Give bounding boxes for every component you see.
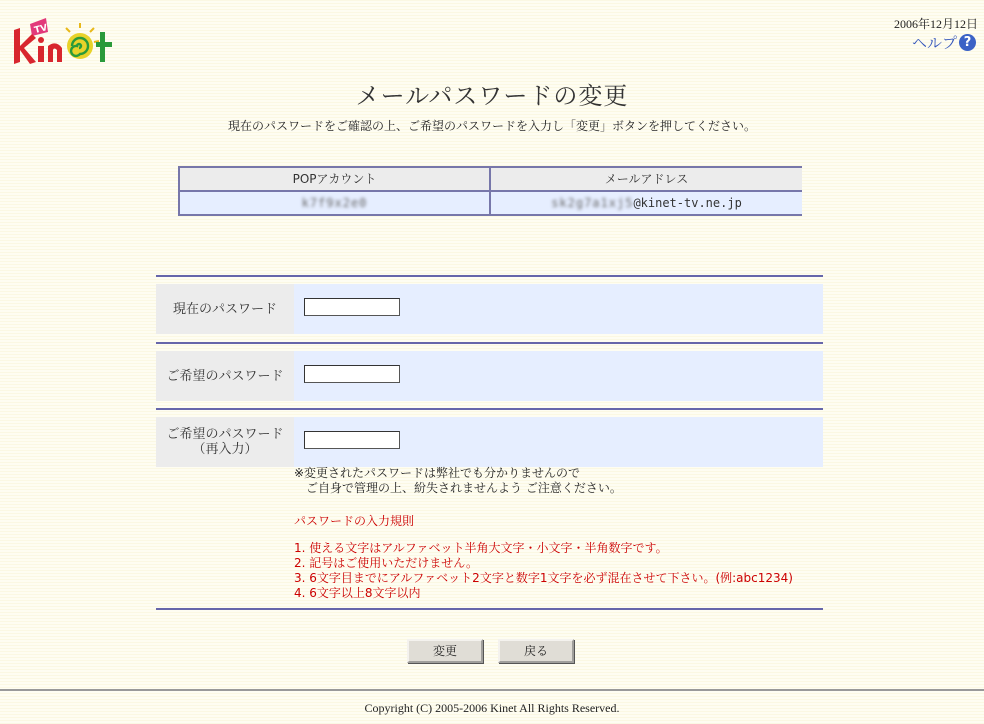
- help-label[interactable]: ヘルプ: [911, 34, 957, 52]
- email-domain: @kinet-tv.ne.jp: [633, 196, 742, 210]
- pop-account-header: POPアカウント: [180, 168, 489, 190]
- pop-account-value: k7f9x2e0: [301, 196, 368, 210]
- new-password-input[interactable]: [304, 365, 400, 383]
- current-password-field-cell: [294, 284, 823, 334]
- notice-line-1: ※変更されたパスワードは弊社でも分かりませんので: [294, 466, 581, 480]
- form-separator: [156, 608, 823, 610]
- current-date: 2006年12月12日: [893, 17, 978, 31]
- confirm-password-label-line1: ご希望のパスワード: [166, 427, 284, 442]
- password-rules-title: パスワードの入力規則: [294, 514, 415, 528]
- current-password-input[interactable]: [304, 298, 400, 316]
- confirm-password-label: [156, 417, 294, 467]
- pop-account-cell: [180, 192, 489, 214]
- password-rule: 4. 6文字以上8文字以内: [294, 586, 421, 600]
- svg-text:TV: TV: [33, 23, 49, 37]
- page-title: メールパスワードの変更: [355, 82, 629, 110]
- password-rule: 1. 使える文字はアルファベット半角大文字・小文字・半角数字です。: [294, 541, 668, 555]
- copyright-text: Copyright (C) 2005-2006 Kinet All Rights Reserved.: [364, 701, 620, 715]
- notice-line-2: ご自身で管理の上、紛失されませんよう ご注意ください。: [294, 481, 622, 495]
- account-info-table: [178, 166, 802, 216]
- confirm-password-label-line2: （再入力）: [192, 442, 258, 457]
- kinet-logo: [8, 10, 118, 70]
- current-password-row: [156, 284, 823, 334]
- new-password-field-cell: [294, 351, 823, 401]
- confirm-password-field-cell: [294, 417, 823, 467]
- page-instruction: 現在のパスワードをご確認の上、ご希望のパスワードを入力し「変更」ボタンを押してください。: [227, 119, 756, 133]
- change-button[interactable]: 変更: [407, 639, 483, 663]
- confirm-password-row: [156, 417, 823, 467]
- password-rule: 2. 記号はご使用いただけません。: [294, 556, 478, 570]
- form-separator: [156, 408, 823, 410]
- back-button[interactable]: 戻る: [498, 639, 574, 663]
- current-password-label: 現在のパスワード: [156, 284, 294, 334]
- password-rules-list: [294, 541, 793, 601]
- form-separator: [156, 342, 823, 344]
- email-address-header: メールアドレス: [491, 168, 802, 190]
- form-separator: [156, 275, 823, 277]
- new-password-label: ご希望のパスワード: [156, 351, 294, 401]
- help-link[interactable]: [912, 32, 976, 53]
- email-local-part: sk2g7a1xj5: [551, 196, 634, 210]
- question-icon[interactable]: ?: [959, 34, 976, 51]
- password-rule: 3. 6文字目までにアルファベット2文字と数字1文字を必ず混在させて下さい。(例:abc1234): [294, 571, 793, 585]
- email-address-cell: [491, 192, 802, 214]
- kinet-logo-icon: [8, 10, 118, 70]
- footer-divider: [0, 689, 984, 691]
- confirm-password-input[interactable]: [304, 431, 400, 449]
- new-password-row: [156, 351, 823, 401]
- password-notice: [294, 466, 622, 496]
